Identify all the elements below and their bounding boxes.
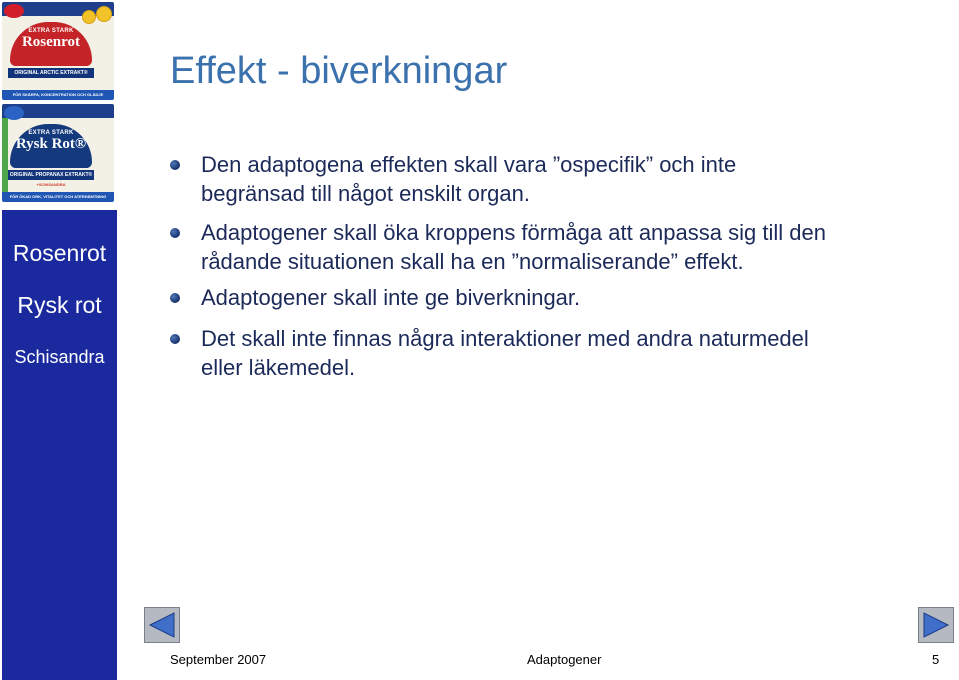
product-image-rosenrot: EXTRA STARK Rosenrot ORIGINAL ARCTIC EXTRAKT® FÖR SKÄRPA, KONCENTRATION OCH GLÄDJE (2, 2, 114, 100)
product-image-rysk-rot: EXTRA STARK Rysk Rot® ORIGINAL PROPANAX EXTRAKT® +SCHISANDRA FÖR ÖKAD ORK, VITALITET OCH ATERHÄMTNING (2, 104, 114, 202)
bullet-item (170, 218, 840, 276)
slide-title: Effekt - biverkningar (170, 50, 508, 92)
triangle-right-icon (922, 611, 950, 639)
bullet-text: Adaptogener skall öka kroppens förmåga att anpassa sig till den rådande situationen skall ha en ”normaliserande” effekt. (201, 220, 826, 274)
bullet-text: Den adaptogena effekten skall vara ”ospecifik” och inte begränsad till något enskilt organ. (201, 152, 737, 206)
bullet-list (170, 150, 840, 382)
page-number: 5 (932, 652, 940, 667)
sidebar-label-rosenrot: Rosenrot (12, 240, 107, 266)
sidebar-label-rysk-rot: Rysk rot (17, 292, 102, 318)
sidebar-label-schisandra: Schisandra (14, 347, 105, 367)
bullet-item (170, 283, 840, 312)
bullet-text: Det skall inte finnas några interaktioner med andra naturmedel eller läkemedel. (201, 326, 809, 380)
product-label: EXTRA STARK Rysk Rot® (10, 124, 92, 168)
sidebar (0, 0, 117, 680)
slide-footer (117, 650, 959, 680)
bullet-item (170, 324, 840, 382)
previous-slide-button[interactable] (144, 607, 180, 643)
triangle-left-icon (148, 611, 176, 639)
sphere-bullet-icon (170, 334, 180, 344)
sphere-bullet-icon (170, 293, 180, 303)
sphere-bullet-icon (170, 228, 180, 238)
bullet-item (170, 150, 840, 208)
sphere-bullet-icon (170, 160, 180, 170)
footer-topic: Adaptogener (527, 652, 602, 667)
footer-date: September 2007 (170, 652, 267, 667)
sidebar-panel (2, 210, 117, 680)
next-slide-button[interactable] (918, 607, 954, 643)
bullet-text: Adaptogener skall inte ge biverkningar. (201, 285, 581, 310)
product-label: EXTRA STARK Rosenrot (10, 22, 92, 66)
